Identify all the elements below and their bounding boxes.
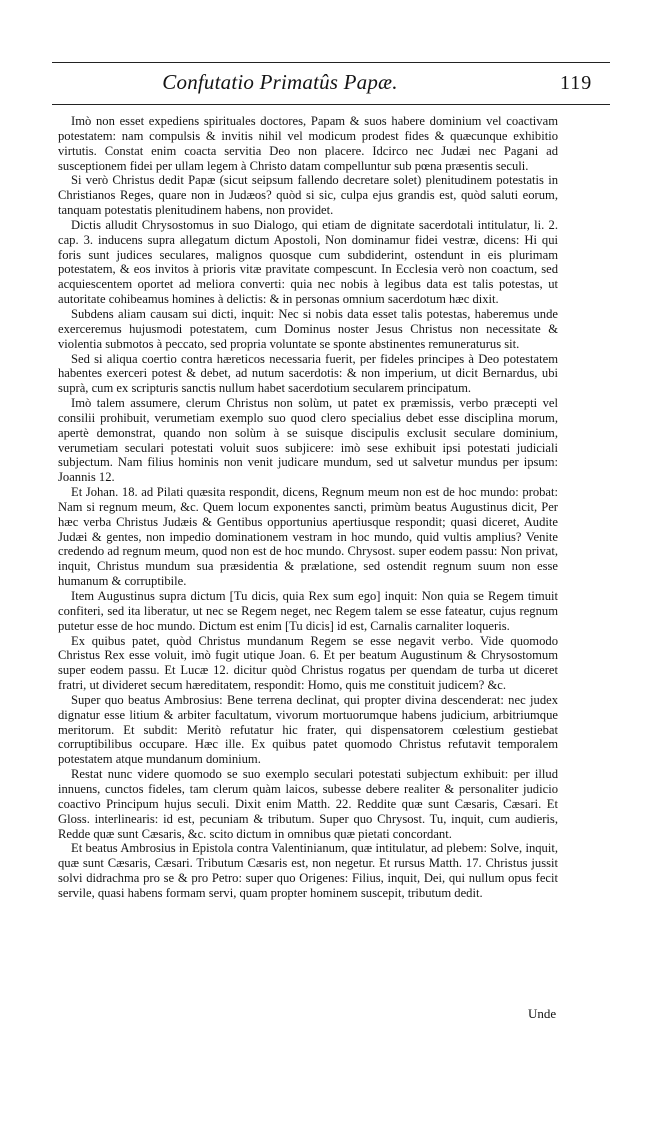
paragraph: Imò talem assumere, clerum Christus non solùm, ut patet ex præmissis, verbo præcepti vel consilii prohibuit, verumetiam exemplo suo quod clero specialius debet esse disciplina morum, apertè demonstrat, quando non solùm à se suisque discipulis exclusit seculare dominium, verumetiam seculari potestati voluit suos subjicere: imò sese exhibuit ipsi potestati judiciali subjectum. Nam filius hominis non venit judicare mundum, sed ut salvetur mundus per ipsum: Joannis 12. [58,396,558,485]
paragraph: Restat nunc videre quomodo se suo exemplo seculari potestati subjectum exhibuit: per illud innuens, cunctos fideles, tam clerum quàm laicos, subesse debere realiter & personaliter judicio coactivo Principum hujus seculi. Dixit enim Matth. 22. Reddite quæ sunt Cæsaris, Cæsari. Et Gloss. interlinearis: id est, pecuniam & tributum. Super quo Chrysost. Tu, inquit, cum audieris, Redde quæ sunt Cæsaris, &c. scito dictum in omnibus quæ pietati concordant. [58,767,558,841]
catchword: Unde [528,1006,557,1021]
header-rule-bottom [52,104,610,105]
paragraph: Imò non esset expediens spirituales doctores, Papam & suos habere dominium vel coactivam potestatem: nam compulsis & invitis nihil vel modicum prodest fides & quæcunque exhibitio virtutis. Constat enim coacta servitia Deo non placere. Idcirco nec Judæi nec Pagani ad susceptionem fidei per ullam legem à Christo datam compelluntur sub pœna præsentis seculi. [58,114,558,173]
paragraph: Si verò Christus dedit Papæ (sicut seipsum fallendo decretare solet) plenitudinem potestatis in Christianos Reges, quare non in Judæos? quòd si sic, culpa ejus grandis est, quòd saluti eorum, tanquam potestatis plenitudinem habens, non providet. [58,173,558,218]
paragraph: Et Johan. 18. ad Pilati quæsita respondit, dicens, Regnum meum non est de hoc mundo: probat: Nam si regnum meum, &c. Quem locum exponentes sancti, primùm beatus Augustinus dicit, Per hæc verba Christus Judæis & Gentibus opportunius apertiusque respondit; quasi diceret, Audite Judæi & gentes, non impedio dominationem vestram in hoc mundo, quid vultis amplius? Venite credendo ad regnum meum, quod non est de hoc mundo. Chrysost. super eodem passu: Non privat, inquit, Christus mundum sua præsidentia & prælatione, sed ostendit regnum suum non esse humanum & corruptibile. [58,485,558,589]
paragraph: Subdens aliam causam sui dicti, inquit: Nec si nobis data esset talis potestas, haberemus unde exerceremus hujusmodi potestatem, cum Dominus noster Jesus Christus non necessitate & violentia submotos à peccato, sed propria voluntate se sponte abstinentes remuneraturus sit. [58,306,558,351]
paragraph: Item Augustinus supra dictum [Tu dicis, quia Rex sum ego] inquit: Non quia se Regem timuit confiteri, sed ita liberatur, ut nec se Regem neget, nec Regem talem se esse fateatur, cujus regnum putetur esse de hoc mundo. Dictum est enim [Tu dicis] id est, Carnalis carnaliter loqueris. [58,589,558,633]
body-text [58,114,558,901]
paragraph: Super quo beatus Ambrosius: Bene terrena declinat, qui propter divina descenderat: nec judex dignatur esse litium & arbiter facultatum, vivorum mortuorumque habens judicium, arbitriumque meritorum. Et subdit: Meritò refutatur hic frater, qui dispensatorem cœlestium gestiebat corruptibilibus occupare. Hæc ille. Ex quibus patet quomodo Christus refutavit temporalem potestatem atque mundanum dominium. [58,692,558,767]
paragraph: Et beatus Ambrosius in Epistola contra Valentinianum, quæ intitulatur, ad plebem: Solve, inquit, quæ sunt Cæsaris, Cæsari. Tributum Cæsaris est, non negetur. Et rursus Matth. 17. Christus jussit solvi didrachma pro se & pro Petro: super quo Origenes: Filius, inquit, Dei, qui nullum opus fecit servile, quasi habens formam servi, quam propter hominem suscepit, tributum dedit. [58,841,558,900]
running-title: Confutatio Primatûs Papæ. [162,70,398,94]
header-rule-top [52,62,610,63]
paragraph: Dictis alludit Chrysostomus in suo Dialogo, qui etiam de dignitate sacerdotali intitulatur, li. 2. cap. 3. inducens supra allegatum dictum Apostoli, Non dominamur fidei vestræ, dicens: Hi qui foris sunt judices seculares, malignos quosque cum subdiderint, ostendunt in eis plurimam potestatem, & eos invitos à prioris vitæ pravitate compescunt. In Ecclesia verò non coactum, sed acquiescentem oportet ad meliora converti: quia nec nobis à legibus data est talis potestas, ut autoritate cohibeamus homines à delictis: & in personas omnium sacerdotum hæc dixit. [58,217,558,307]
paragraph: Ex quibus patet, quòd Christus mundanum Regem se esse negavit verbo. Vide quomodo Christus Rex esse voluit, imò fugit utique Joan. 6. Et per beatum Augustinum & Chrysostomum super eodem passu. Et Lucæ 12. dicitur quòd Christus rogatus per quendam de turba ut diceret fratri, ut divideret secum hæreditatem, respondit: Homo, quis me constituit judicem? &c. [58,633,558,693]
paragraph: Sed si aliqua coertio contra hæreticos necessaria fuerit, per fideles principes à Deo potestatem habentes exerceri potest & debet, ad nutum sacerdotis: & non imperium, ut dicit Bernardus, ubi suprà, cum ex scripturis sanctis nullum habet sacerdotium secularem principatum. [58,351,558,396]
page-number: 119 [560,72,593,94]
